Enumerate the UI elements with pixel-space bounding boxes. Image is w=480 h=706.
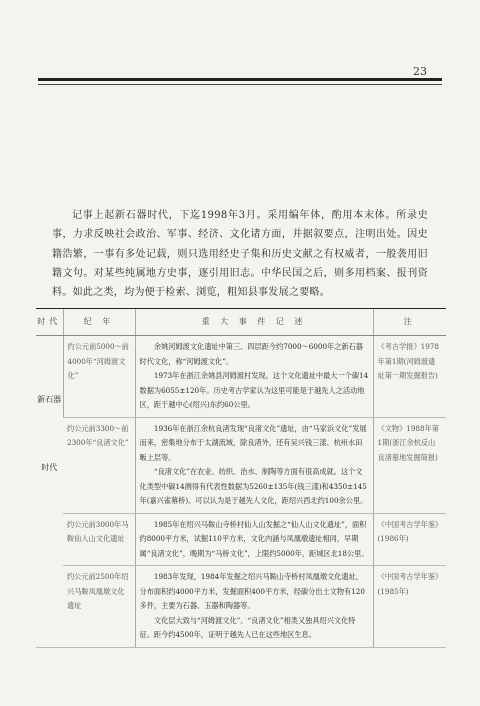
event-paragraph: 余姚河姆渡文化遗址中第三、四层距今约7000～6000年之新石器时代文化，称“河姆渡文化”。 (139, 342, 363, 366)
chronology-table (36, 308, 446, 648)
note-cell: 《中国考古学年鉴》(1986年) (373, 513, 446, 566)
event-paragraph: 1985年在绍兴马鞍山寺桥村仙人山发掘之“仙人山文化遗址”，面积约8000平方米，试掘110平方米，文化内涵与凤凰墩遗址相同，早期属“良渚文化”，晚期为“马桥文化”，上限约5000年，距城区北18公里。 (139, 519, 369, 558)
table-row (36, 417, 446, 513)
period-cell: 约公元前2500年绍兴马鞍凤凰墩文化遗址 (63, 566, 135, 648)
table-row (36, 336, 446, 418)
table-row (36, 513, 446, 566)
note-cell: 《考古学报》1978年第1期(河姆渡遗址第一期发掘报告) (373, 336, 446, 418)
header-notes: 注 (373, 309, 446, 336)
events-cell (135, 513, 373, 566)
event-paragraph: 1983年发现，1984年发掘之绍兴马鞍山寺桥村凤凰墩文化遗址，分布面积约4000平方米，发掘面积400平方米，经碳分出土文物有120多件，主要为石器、玉器和陶器等。 (139, 572, 365, 610)
header-rule (38, 78, 442, 81)
chronology-table-wrap (36, 308, 446, 648)
period-cell: 约公元前5000～前4000年“河姆渡文化” (63, 336, 135, 418)
page-number: 23 (413, 65, 427, 78)
header-period: 纪 年 (63, 309, 135, 336)
header-rule-thin (38, 84, 442, 85)
event-paragraph: “良渚文化”在农业、纺织、治水、制陶等方面有很高成就。这个文化类型中碳14测得有代表性数据为5260±135年(钱三漾)和4350±145年(嘉兴雀幕桥)。可以认为是于越先人文化，距绍兴西北约100余公里。 (139, 467, 368, 505)
events-cell (135, 566, 373, 648)
event-paragraph: 1973年在浙江余姚县河姆渡村发现。这个文化遗址中最大一个碳14数据为6055±120年。历史考古学家认为这里可能是于越先人之活动地区，距于越中心(绍兴)东约60公里。 (139, 371, 369, 409)
era-cell: 新石器时代 (36, 336, 63, 648)
note-cell: 《中国考古学年鉴》(1985年) (373, 566, 446, 648)
events-cell (135, 417, 373, 513)
period-cell: 约公元前3000年马鞍仙人山文化遗址 (63, 513, 135, 566)
intro-text: 记事上起新石器时代，下迄1998年3月。采用编年体，酌用本末体。所录史事，力求反映社会政治、军事、经济、文化诸方面，并据叙要点，注明出处。因史籍浩繁，一事有多处记载，则只选用经史子集和历史文献之有权威者，一般袭用旧籍文句。对某些纯属地方史事，逐引用旧志。中华民国之后，则多用档案、报刊资料。如此之类，均为便于检索、浏览，粗知县事发展之要略。 (52, 210, 428, 299)
events-cell (135, 336, 373, 418)
header-era: 时代 (36, 309, 63, 336)
event-paragraph: 文化层大致与“河姆渡文化”、“良渚文化”相类又独具绍兴文化特征。距今约4500年，证明于越先人已在这些地区生息。 (139, 615, 356, 639)
header-events: 重 大 事 件 记 述 (135, 309, 373, 336)
intro-paragraph (52, 206, 428, 302)
table-body (36, 336, 446, 648)
period-cell: 约公元前3300～前2300年“良渚文化” (63, 417, 135, 513)
event-paragraph: 1936年在浙江余杭良渚发现“良渚文化”遗址，由“马家浜文化”发展而来，密集地分布于太湖流域，除良渚外，还有吴兴钱三漾、杭州水田畈上层等。 (139, 423, 367, 462)
note-cell: 《文物》1988年第1期(浙江余杭反山良渚墓地发掘简报) (373, 417, 446, 513)
table-header-row (36, 309, 446, 336)
table-row (36, 566, 446, 648)
